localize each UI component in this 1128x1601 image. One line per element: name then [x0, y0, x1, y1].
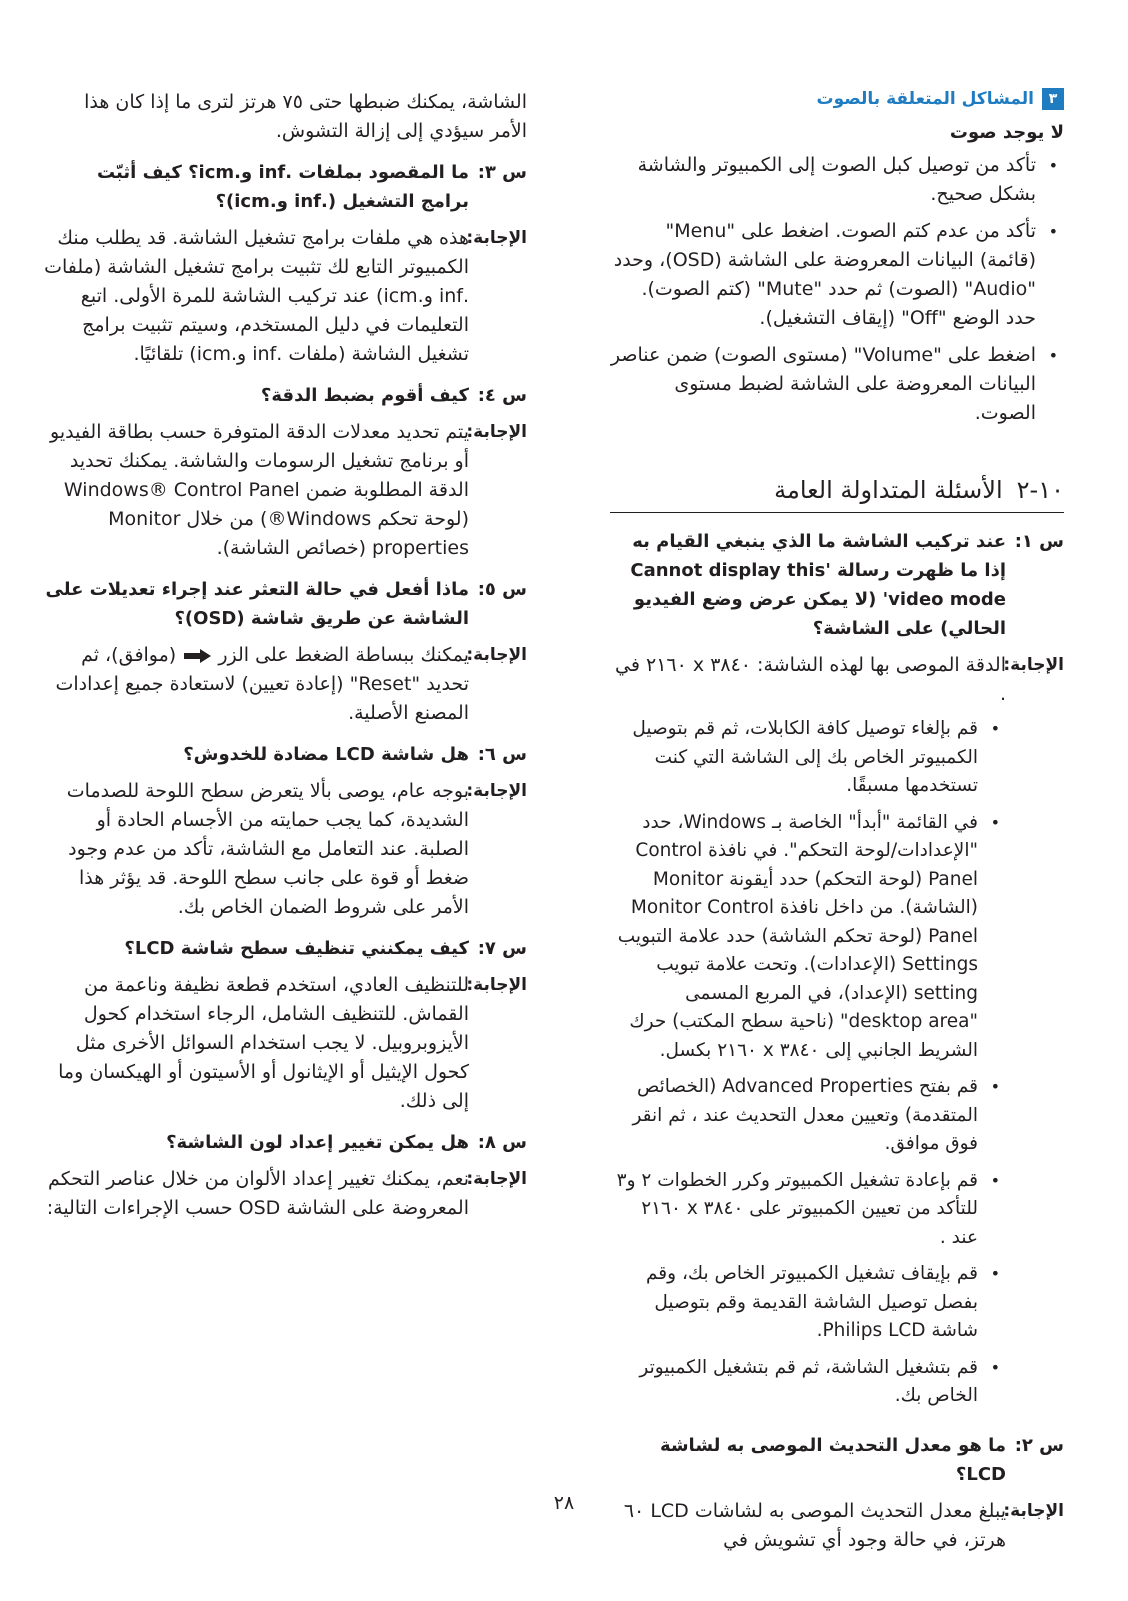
answer-4	[43, 418, 527, 563]
question-5	[43, 575, 527, 633]
answer-text: نعم، يمكنك تغيير إعداد الألوان من خلال عناصر التحكم المعروضة على الشاشة OSD حسب الإجراءات التالية:	[46, 1168, 469, 1219]
answer-text: الدقة الموصى بها لهذه الشاشة: ٣٨٤٠ x ٢١٦٠ في .	[615, 654, 1006, 705]
question-3	[43, 158, 527, 216]
right-arrow-icon	[182, 648, 212, 664]
list-item: • قم بإلغاء توصيل كافة الكابلات، ثم قم بتوصيل الكمبيوتر الخاص بك إلى الشاشة التي كنت تستخدمها مسبقًا.	[610, 715, 1006, 801]
answer-bullet-list	[610, 715, 1006, 1411]
section-title: المشاكل المتعلقة بالصوت	[816, 89, 1034, 109]
question-text: عند تركيب الشاشة ما الذي ينبغي القيام به إذا ما ظهرت رسالة 'Cannot display this video mode' (لا يمكن عرض وضع الفيديو الحالي) على الشاشة؟	[630, 531, 1006, 639]
section-heading	[610, 88, 1064, 110]
question-label: س ٢:	[1014, 1434, 1064, 1456]
question-label: س ٦:	[477, 744, 527, 765]
question-text: هل يمكن تغيير إعداد لون الشاشة؟	[166, 1132, 469, 1153]
section-number: ٣	[1042, 88, 1064, 110]
list-item: • تأكد من توصيل كبل الصوت إلى الكمبيوتر والشاشة بشكل صحيح.	[610, 151, 1064, 209]
answer-1	[610, 651, 1064, 1419]
question-2	[610, 1431, 1064, 1489]
answer-text	[43, 641, 469, 728]
answer-label: الإجابة:	[466, 228, 527, 248]
subheading-no-sound: لا يوجد صوت	[949, 122, 1064, 143]
page-number: ٢٨	[553, 1492, 575, 1514]
answer-text-part: يمكنك ببساطة الضغط على الزر	[218, 644, 469, 666]
right-column	[610, 88, 1064, 1567]
question-text: ما هو معدل التحديث الموصى به لشاشة LCD؟	[659, 1434, 1006, 1485]
list-item: • اضغط على "Volume" (مستوى الصوت) ضمن عناصر البيانات المعروضة على الشاشة لضبط مستوى الصوت.	[610, 341, 1064, 428]
question-6	[43, 740, 527, 769]
faq-heading	[610, 476, 1064, 513]
answer-7	[43, 971, 527, 1116]
question-label: س ٨:	[477, 1132, 527, 1153]
answer-label: الإجابة:	[466, 1169, 527, 1189]
answer-label: الإجابة:	[1003, 655, 1064, 675]
question-text: ماذا أفعل في حالة التعثر عند إجراء تعديلات على الشاشة عن طريق شاشة (OSD)؟	[45, 579, 469, 629]
answer-label: الإجابة:	[466, 975, 527, 995]
answer-3	[43, 224, 527, 369]
list-item: • قم بفتح Advanced Properties (الخصائص المتقدمة) وتعيين معدل التحديث عند ، ثم انقر فوق موافق.	[610, 1073, 1006, 1159]
sound-bullet-list	[610, 151, 1064, 428]
answer-text-part: (موافق)، ثم تحديد "Reset" (إعادة تعيين) لاستعادة جميع إعدادات المصنع الأصلية.	[55, 644, 469, 724]
list-item: • تأكد من عدم كتم الصوت. اضغط على "Menu" (قائمة) البيانات المعروضة على الشاشة (OSD)، وحدد "Audio" (الصوت) ثم حدد "Mute" (كتم الصوت). حدد الوضع "Off" (إيقاف التشغيل).	[610, 217, 1064, 333]
question-text: كيف أقوم بضبط الدقة؟	[260, 385, 469, 406]
question-label: س ٥:	[477, 579, 527, 600]
answer-label: الإجابة:	[466, 781, 527, 801]
list-item: • في القائمة "أبدأ" الخاصة بـ Windows، حدد "الإعدادات/لوحة التحكم". في نافذة Control Panel (لوحة التحكم) حدد أيقونة Monitor (الشاشة). من داخل نافذة Monitor Control Panel (لوحة تحكم الشاشة) حدد علامة التبويب Settings (الإعدادات). وتحت علامة تبويب setting (الإعداد)، في المربع المسمى "desktop area" (ناحية سطح المكتب) حرك الشريط الجانبي إلى ٣٨٤٠ x ٢١٦٠ بكسل.	[610, 809, 1006, 1066]
list-item: • قم بإعادة تشغيل الكمبيوتر وكرر الخطوات ٢ و٣ للتأكد من تعيين الكمبيوتر على ٣٨٤٠ x ٢١٦٠ عند .	[610, 1167, 1006, 1253]
question-label: س ١:	[1014, 531, 1064, 552]
question-8	[43, 1128, 527, 1157]
faq-title: الأسئلة المتداولة العامة	[774, 476, 1003, 504]
answer-text: هذه هي ملفات برامج تشغيل الشاشة. قد يطلب منك الكمبيوتر التابع لك تثبيت برامج تشغيل الشاشة (ملفات .inf و.icm) عند تركيب الشاشة للمرة الأولى. اتبع التعليمات في دليل المستخدم، وسيتم تثبيت برامج تشغيل الشاشة (ملفات .inf و.icm) تلقائيًا.	[44, 227, 469, 365]
question-text: ما المقصود بملفات .inf و.icm؟ كيف أثبّت برامج التشغيل (.inf و.icm)؟	[96, 162, 469, 212]
answer-label: الإجابة:	[466, 422, 527, 442]
answer-8	[43, 1165, 527, 1223]
answer-text: يبلغ معدل التحديث الموصى به لشاشات LCD ٦٠ هرتز، في حالة وجود أي تشويش في	[623, 1499, 1006, 1551]
answer-text: الشاشة، يمكنك ضبطها حتى ٧٥ هرتز لترى ما إذا كان هذا الأمر سيؤدي إلى إزالة التشوش.	[84, 91, 527, 142]
answer-6	[43, 777, 527, 922]
faq-number: ١٠-٢	[1016, 476, 1064, 504]
question-label: س ٧:	[477, 938, 527, 959]
answer-label: الإجابة:	[1003, 1500, 1064, 1521]
question-1	[610, 527, 1064, 643]
answer-text: يتم تحديد معدلات الدقة المتوفرة حسب بطاقة الفيديو أو برنامج تشغيل الرسومات والشاشة. يمكنك تحديد الدقة المطلوبة ضمن Windows® Control Panel (لوحة تحكم Windows®) من خلال Monitor properties (خصائص الشاشة).	[50, 421, 469, 559]
question-4	[43, 381, 527, 410]
answer-text: للتنظيف العادي، استخدم قطعة نظيفة وناعمة من القماش. للتنظيف الشامل، الرجاء استخدام كحول الأيزوبروبيل. لا يجب استخدام السوائل الأخرى مثل كحول الإيثيل أو الإيثانول أو الأسيتون أو الهيكسان وما إلى ذلك.	[58, 974, 469, 1112]
answer-5	[43, 641, 527, 728]
question-text: كيف يمكنني تنظيف سطح شاشة LCD؟	[124, 938, 469, 959]
answer-text: بوجه عام، يوصى بألا يتعرض سطح اللوحة للصدمات الشديدة، كما يجب حمايته من الأجسام الحادة أو الصلبة. عند التعامل مع الشاشة، تأكد من عدم وجود ضغط أو قوة على جانب سطح اللوحة. قد يؤثر هذا الأمر على شروط الضمان الخاص بك.	[66, 780, 469, 918]
question-label: س ٣:	[477, 162, 527, 183]
answer-label: الإجابة:	[466, 645, 527, 665]
question-text: هل شاشة LCD مضادة للخدوش؟	[183, 744, 469, 765]
question-7	[43, 934, 527, 963]
question-label: س ٤:	[477, 385, 527, 406]
continued-answer	[43, 88, 527, 146]
list-item: • قم بإيقاف تشغيل الكمبيوتر الخاص بك، وقم بفصل توصيل الشاشة القديمة وقم بتوصيل شاشة Philips LCD.	[610, 1260, 1006, 1346]
list-item: • قم بتشغيل الشاشة، ثم قم بتشغيل الكمبيوتر الخاص بك.	[610, 1354, 1006, 1411]
left-column	[43, 88, 527, 1235]
